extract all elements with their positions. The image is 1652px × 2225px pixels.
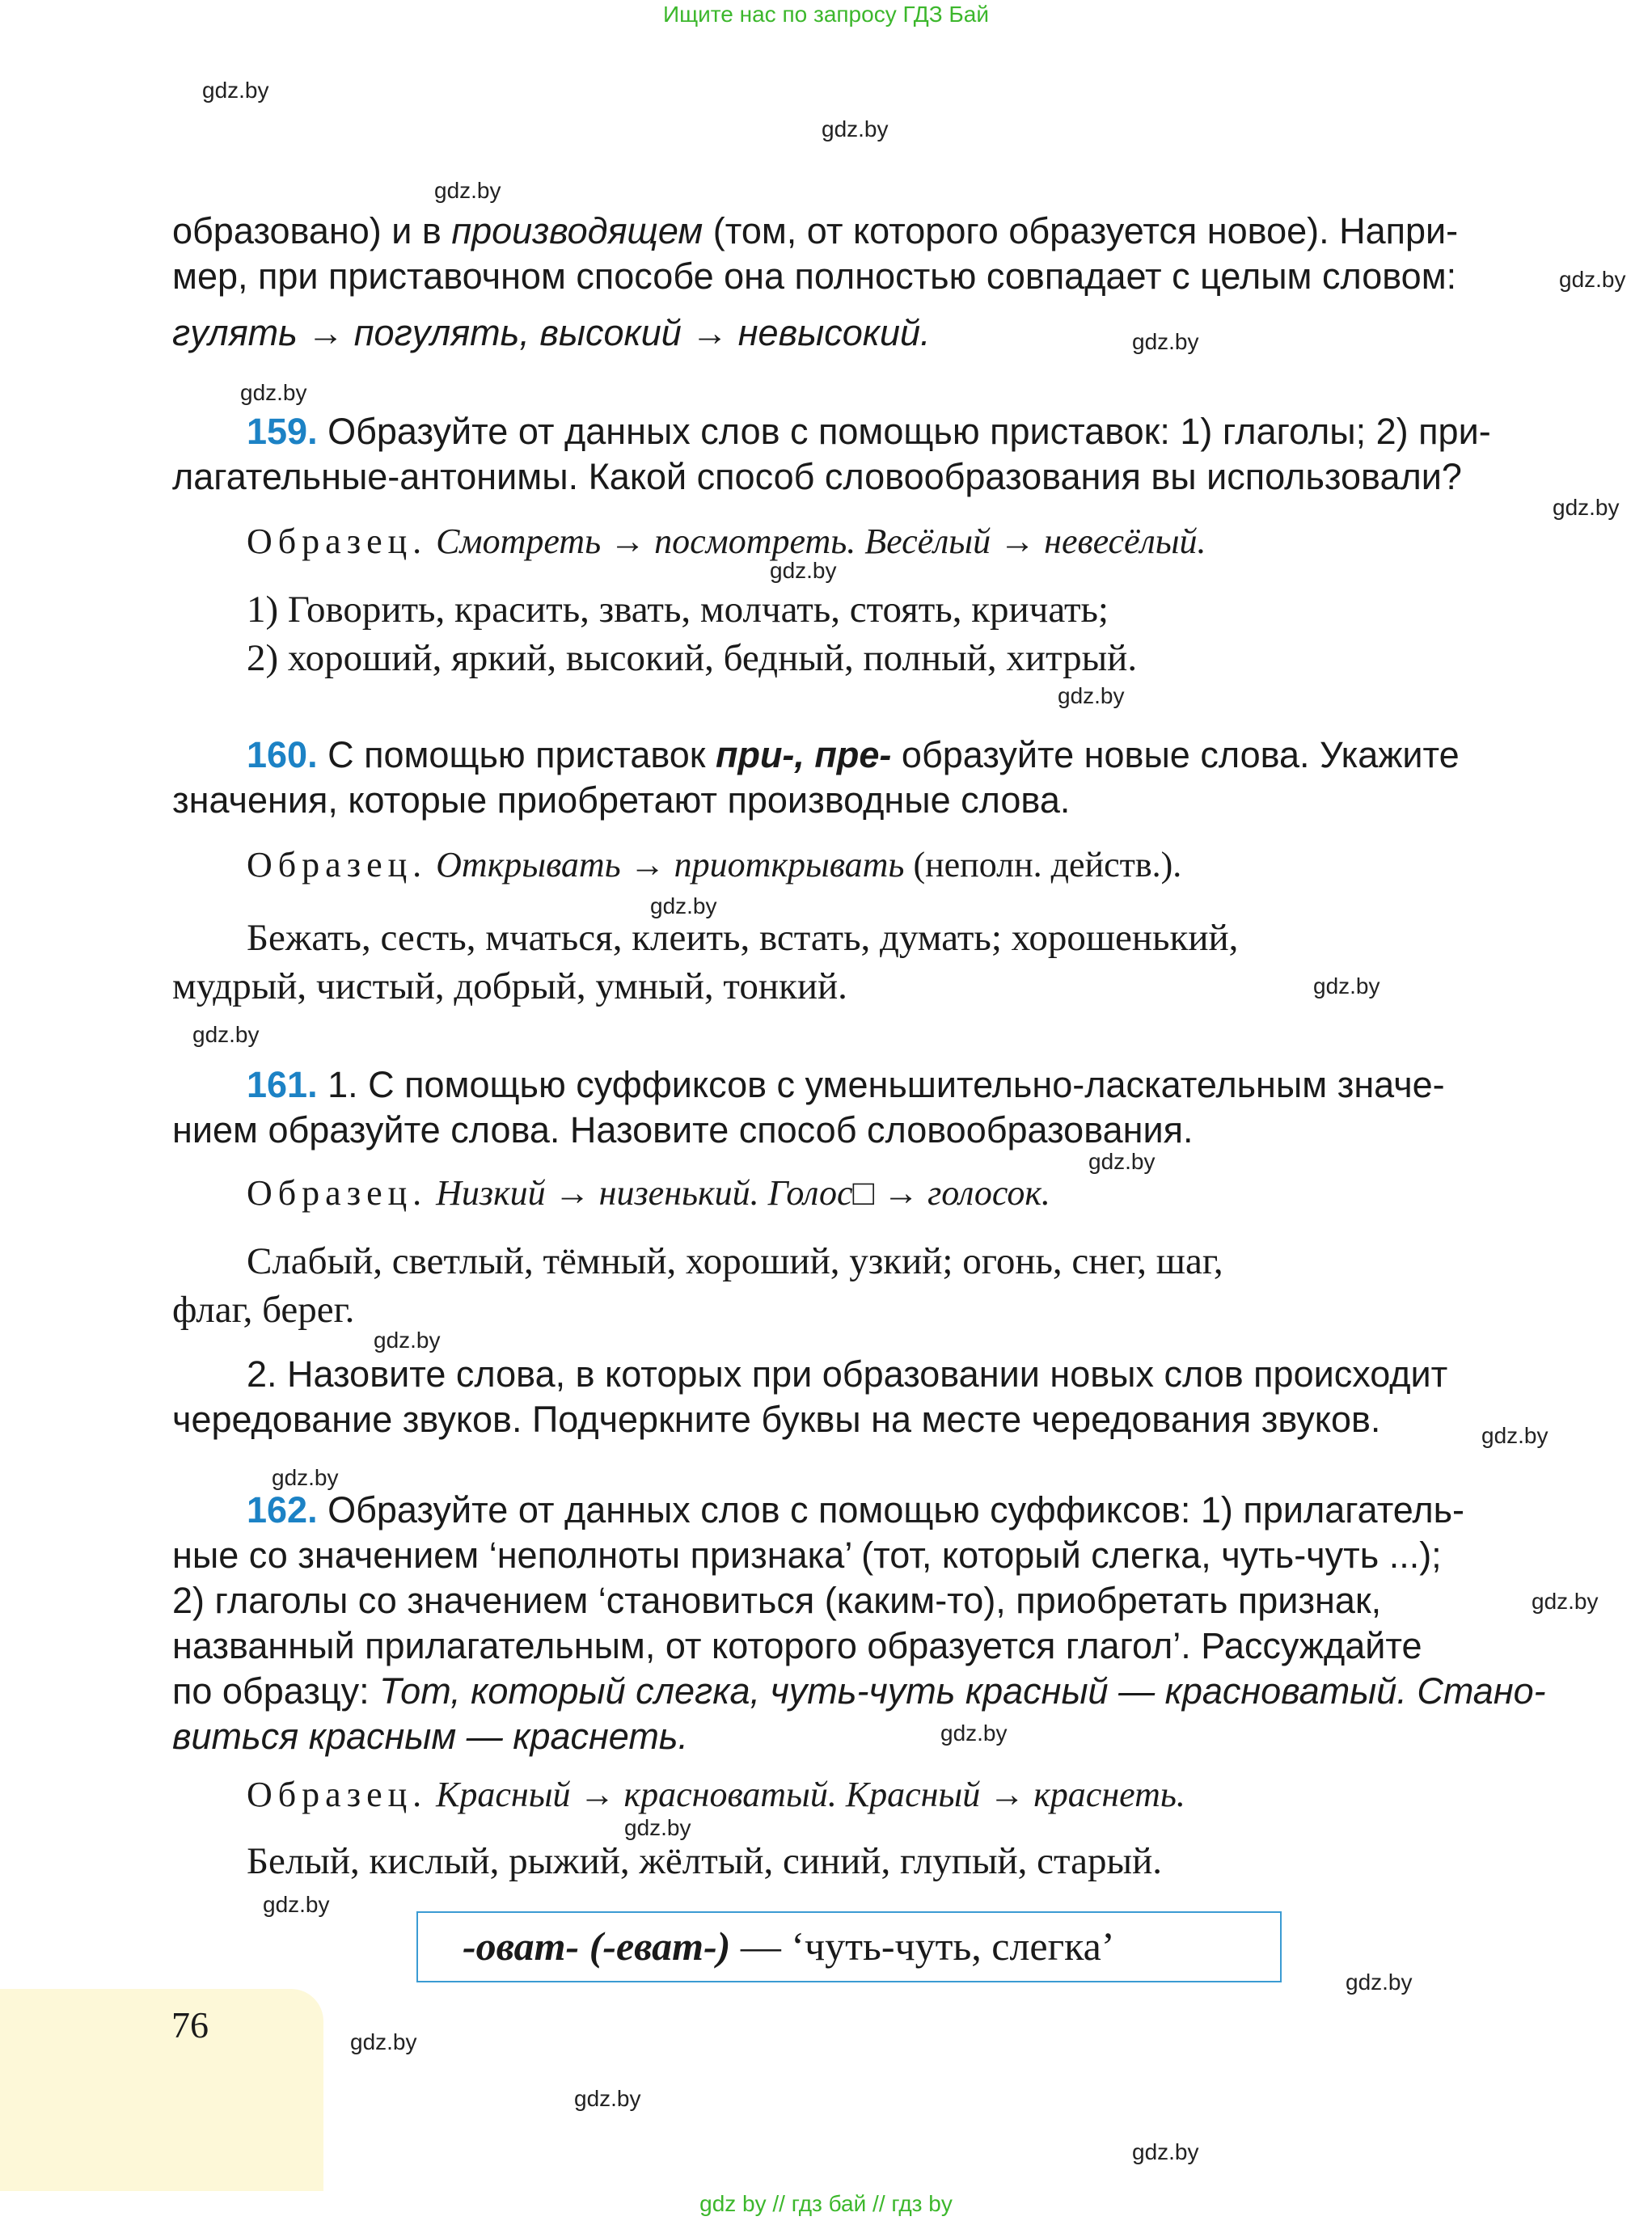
watermark: gdz.by xyxy=(1132,329,1199,354)
ex159-line-2: лагательные-антонимы. Какой способ словообразования вы использовали? xyxy=(172,456,1462,497)
watermark: gdz.by xyxy=(434,178,501,203)
page-number: 76 xyxy=(171,2004,209,2046)
exercise-number: 160. xyxy=(247,734,318,775)
exercise-number: 162. xyxy=(247,1489,318,1530)
footer-links[interactable]: gdz by // гдз бай // гдз by xyxy=(699,2191,953,2216)
watermark: gdz.by xyxy=(202,78,269,103)
watermark: gdz.by xyxy=(350,2029,417,2054)
exercise-number: 161. xyxy=(247,1064,318,1105)
ex162-line-4: названный прилагательным, от которого образуется глагол’. Рассуждайте xyxy=(172,1625,1422,1666)
watermark: gdz.by xyxy=(822,116,889,141)
ex160-line-2: значения, которые приобретают производные слова. xyxy=(172,779,1071,821)
intro-example: гулять → погулять, высокий → невысокий. xyxy=(172,312,931,353)
watermark: gdz.by xyxy=(940,1720,1008,1746)
ex161-task2-line-1: 2. Назовите слова, в которых при образовании новых слов происходит xyxy=(247,1353,1448,1395)
watermark: gdz.by xyxy=(272,1465,339,1490)
watermark: gdz.by xyxy=(1058,683,1125,708)
ex159-words-2: 2) хороший, яркий, высокий, бедный, полный, хитрый. xyxy=(247,637,1138,679)
watermark: gdz.by xyxy=(650,893,717,918)
rule-text: -оват- (-еват-) — ‘чуть-чуть, слегка’ xyxy=(463,1923,1115,1969)
ex161-words-2: флаг, берег. xyxy=(172,1289,355,1331)
ex162-line-2: ные со значением ‘неполноты признака’ (тот, который слегка, чуть-чуть ...); xyxy=(172,1535,1442,1576)
ex161-line-2: нием образуйте слова. Назовите способ словообразования. xyxy=(172,1109,1194,1150)
watermark: gdz.by xyxy=(1481,1423,1548,1448)
ex162-words: Белый, кислый, рыжий, жёлтый, синий, глупый, старый. xyxy=(247,1840,1162,1882)
ex159-words-1: 1) Говорить, красить, звать, молчать, стоять, кричать; xyxy=(247,589,1109,631)
watermark: gdz.by xyxy=(240,380,307,405)
ex160-sample: Образец. Открывать → приоткрывать (неполн. действ.). xyxy=(247,845,1182,885)
watermark: gdz.by xyxy=(624,1815,691,1840)
watermark: gdz.by xyxy=(1532,1589,1599,1614)
rule-box xyxy=(416,1911,1282,1982)
ex161-line-1: 161. 1. С помощью суффиксов с уменьшительно-ласкательным значе- xyxy=(247,1064,1445,1105)
ex159-line-1: 159. Образуйте от данных слов с помощью приставок: 1) глаголы; 2) при- xyxy=(247,411,1491,452)
watermark: gdz.by xyxy=(263,1892,330,1917)
watermark: gdz.by xyxy=(1559,267,1626,292)
ex159-sample: Образец. Смотреть → посмотреть. Весёлый → невесёлый. xyxy=(247,521,1206,561)
ex162-line-5: по образцу: Тот, который слегка, чуть-чуть красный — красноватый. Стано- xyxy=(172,1670,1546,1712)
watermark: gdz.by xyxy=(1088,1149,1156,1174)
watermark: gdz.by xyxy=(374,1328,441,1353)
ex161-task2-line-2: чередование звуков. Подчеркните буквы на месте чередования звуков. xyxy=(172,1399,1381,1440)
watermark: gdz.by xyxy=(1346,1970,1413,1995)
ex162-line-3: 2) глаголы со значением ‘становиться (каким-то), приобретать признак, xyxy=(172,1580,1382,1621)
page-corner-decoration xyxy=(0,1989,323,2191)
watermark: gdz.by xyxy=(192,1022,260,1047)
intro-line-2: мер, при приставочном способе она полностью совпадает с целым словом: xyxy=(172,255,1457,297)
watermark: gdz.by xyxy=(1313,973,1380,999)
ex162-line-6: виться красным — краснеть. xyxy=(172,1716,688,1757)
watermark: gdz.by xyxy=(1132,2139,1199,2164)
watermark: gdz.by xyxy=(1553,495,1620,520)
ex160-words-2: мудрый, чистый, добрый, умный, тонкий. xyxy=(172,965,847,1007)
ex160-line-1: 160. С помощью приставок при-, пре- образуйте новые слова. Укажите xyxy=(247,734,1460,775)
watermark: gdz.by xyxy=(574,2086,641,2111)
ex160-words-1: Бежать, сесть, мчаться, клеить, встать, думать; хорошенький, xyxy=(247,917,1239,959)
ex162-line-1: 162. Образуйте от данных слов с помощью суффиксов: 1) прилагатель- xyxy=(247,1489,1465,1530)
top-banner[interactable]: Ищите нас по запросу ГДЗ Бай xyxy=(662,2,990,27)
watermark: gdz.by xyxy=(770,558,837,583)
exercise-number: 159. xyxy=(247,411,318,452)
ex161-sample: Образец. Низкий → низенький. Голос□ → голосок. xyxy=(247,1173,1050,1213)
ex161-words-1: Слабый, светлый, тёмный, хороший, узкий; огонь, снег, шаг, xyxy=(247,1240,1223,1282)
ex162-sample: Образец. Красный → красноватый. Красный → краснеть. xyxy=(247,1775,1185,1814)
intro-line-1: образовано) и в производящем (том, от которого образуется новое). Напри- xyxy=(172,210,1459,251)
